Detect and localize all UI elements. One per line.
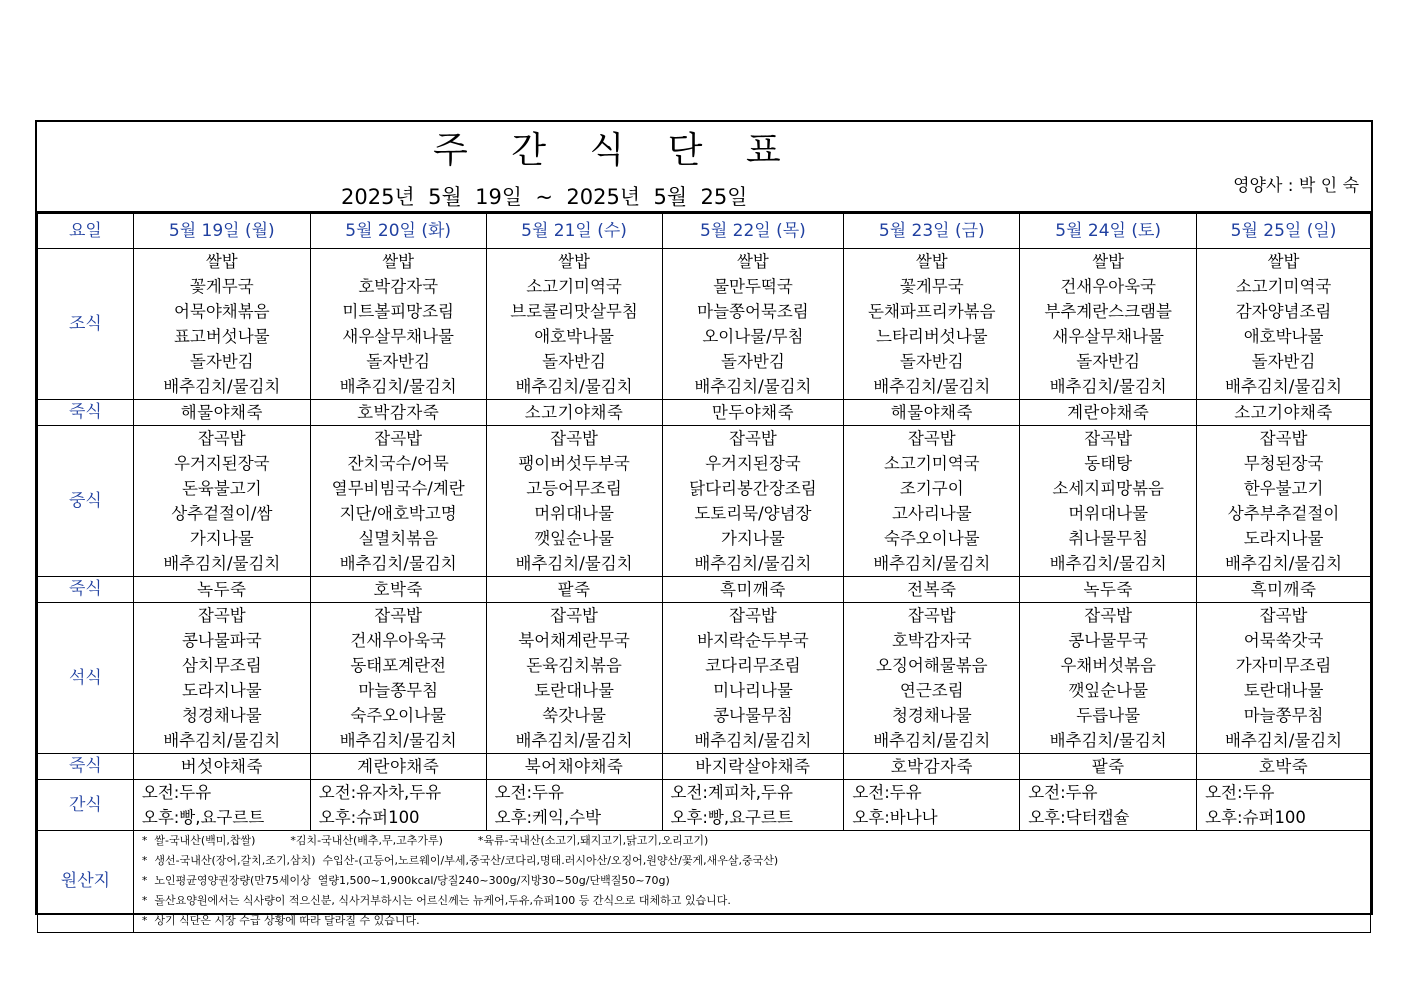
menu-item: 잡곡밥 xyxy=(729,606,777,625)
menu-item: 마늘쫑무침 xyxy=(358,681,439,700)
menu-item: 돈채파프리카볶음 xyxy=(868,302,996,321)
menu-item: 애호박나물 xyxy=(1243,327,1324,346)
dinner-label: 석식 xyxy=(38,603,134,754)
day-label: 요일 xyxy=(38,214,134,249)
porridge-cell: 호박죽 xyxy=(310,577,486,603)
menu-item: 느타리버섯나물 xyxy=(876,327,988,346)
menu-item: 숙주오이나물 xyxy=(350,706,446,725)
breakfast-cell xyxy=(844,249,1020,400)
menu-item: 소고기미역국 xyxy=(883,454,980,473)
menu-item: 배추김치/물김치 xyxy=(1224,554,1343,573)
menu-item: 돌자반김 xyxy=(542,352,606,371)
menu-item: 새우살무채나물 xyxy=(1052,327,1164,346)
porridge-label: 죽식 xyxy=(38,400,134,426)
dinner-cell xyxy=(1197,603,1371,754)
snack-label: 간식 xyxy=(38,780,134,831)
menu-item: 배추김치/물김치 xyxy=(515,554,633,573)
menu-item: 돈육불고기 xyxy=(181,479,262,498)
snack-item: 오후:바나나 xyxy=(852,808,938,827)
menu-item: 배추김치/물김치 xyxy=(1049,731,1167,750)
menu-item: 배추김치/물김치 xyxy=(694,377,812,396)
menu-item: 연근조림 xyxy=(899,681,964,700)
menu-item: 잡곡밥 xyxy=(550,429,598,448)
menu-item: 한우불고기 xyxy=(1243,479,1324,498)
origin-note: * 돌산요양원에서는 식사량이 적으신분, 식사거부하시는 어르신께는 뉴케어,두유,슈퍼100 등 간식으로 대체하고 있습니다. xyxy=(141,894,731,907)
snack-row xyxy=(38,780,1371,831)
breakfast-cell xyxy=(310,249,486,400)
menu-item: 배추김치/물김치 xyxy=(339,377,457,396)
menu-item: 쌀밥 xyxy=(1267,252,1300,271)
lunch-cell xyxy=(662,426,844,577)
day-header: 5월 24일 (토) xyxy=(1020,214,1197,249)
menu-item: 마늘쫑무침 xyxy=(1243,706,1324,725)
snack-cell xyxy=(486,780,662,831)
menu-item: 배추김치/물김치 xyxy=(515,731,633,750)
breakfast-label: 조식 xyxy=(38,249,134,400)
breakfast-cell xyxy=(1020,249,1197,400)
menu-item: 무청된장국 xyxy=(1243,454,1324,473)
porridge-cell: 계란야채죽 xyxy=(310,754,486,780)
breakfast-cell xyxy=(1197,249,1371,400)
menu-item: 닭다리봉간장조림 xyxy=(689,479,817,498)
page-title: 주 간 식 단 표 xyxy=(433,130,797,171)
porridge-cell: 소고기야채죽 xyxy=(486,400,662,426)
day-header: 5월 21일 (수) xyxy=(486,214,662,249)
origin-label: 원산지 xyxy=(38,831,134,933)
menu-item: 꽃게무국 xyxy=(189,277,254,296)
menu-item: 돌자반김 xyxy=(1251,352,1316,371)
menu-item: 동태포계란전 xyxy=(350,656,446,675)
menu-period: 2025년 5월 19일 ~ 2025년 5월 25일 xyxy=(341,185,748,209)
menu-item: 토란대나물 xyxy=(1243,681,1324,700)
snack-item: 오전:두유 xyxy=(852,783,922,802)
porridge-cell: 계란야채죽 xyxy=(1020,400,1197,426)
lunch-row xyxy=(38,426,1371,577)
origin-notes xyxy=(133,831,1370,933)
menu-item: 돌자반김 xyxy=(366,352,431,371)
menu-item: 잡곡밥 xyxy=(1084,606,1133,625)
lunch_porridge-row xyxy=(38,577,1371,603)
menu-item: 부추계란스크램블 xyxy=(1044,302,1172,321)
menu-item: 호박감자국 xyxy=(891,631,972,650)
menu-item: 고등어무조림 xyxy=(526,479,622,498)
menu-item: 잡곡밥 xyxy=(374,606,423,625)
menu-item: 건새우아욱국 xyxy=(1060,277,1156,296)
breakfast-cell xyxy=(133,249,310,400)
snack-cell xyxy=(662,780,844,831)
menu-item: 바지락순두부국 xyxy=(697,631,809,650)
origin-note: * 생선-국내산(장어,갈치,조기,삼치) 수입산-(고등어,노르웨이/부세,중국산/코다리,명태.러시아산/오징어,원양산/꽃게,새우살,중국산) xyxy=(141,854,779,867)
day-header: 5월 20일 (화) xyxy=(310,214,486,249)
porridge-cell: 버섯야채죽 xyxy=(133,754,310,780)
day-header: 5월 25일 (일) xyxy=(1197,214,1371,249)
snack-item: 오후:슈퍼100 xyxy=(1205,808,1306,827)
menu-item: 잡곡밥 xyxy=(374,429,423,448)
menu-item: 물만두떡국 xyxy=(713,277,793,296)
snack-cell xyxy=(1197,780,1371,831)
dinner-cell xyxy=(1020,603,1197,754)
menu-item: 우거지된장국 xyxy=(173,454,270,473)
menu-item: 삼치무조림 xyxy=(181,656,262,675)
day-header-row xyxy=(38,214,1371,249)
menu-item: 조기구이 xyxy=(899,479,964,498)
menu-item: 마늘쫑어묵조림 xyxy=(697,302,809,321)
snack-item: 오후:슈퍼100 xyxy=(318,808,420,827)
porridge-cell: 바지락살야채죽 xyxy=(662,754,844,780)
porridge-cell: 소고기야채죽 xyxy=(1197,400,1371,426)
menu-item: 두릅나물 xyxy=(1076,706,1141,725)
snack-item: 오전:두유 xyxy=(1205,783,1275,802)
menu-item: 쌀밥 xyxy=(382,252,415,271)
breakfast_porridge-row xyxy=(38,400,1371,426)
menu-item: 가자미무조림 xyxy=(1235,656,1332,675)
menu-item: 오이나물/무침 xyxy=(702,327,804,346)
menu-item: 배추김치/물김치 xyxy=(339,731,457,750)
dinner-cell xyxy=(662,603,844,754)
menu-item: 배추김치/물김치 xyxy=(873,731,991,750)
menu-item: 쌀밥 xyxy=(1092,252,1125,271)
menu-item: 잡곡밥 xyxy=(907,606,956,625)
origin-note: * 쌀-국내산(백미,찹쌀) *김치-국내산(배추,무,고추가루) *육류-국내산(소고기,돼지고기,닭고기,오리고기) xyxy=(141,834,709,847)
menu-item: 머위대나물 xyxy=(534,504,614,523)
menu-item: 소고기미역국 xyxy=(526,277,622,296)
dinner_porridge-row xyxy=(38,754,1371,780)
menu-item: 도라지나물 xyxy=(181,681,262,700)
lunch-cell xyxy=(486,426,662,577)
menu-item: 코다리무조림 xyxy=(705,656,801,675)
menu-item: 콩나물파국 xyxy=(181,631,262,650)
menu-item: 도토리묵/양념장 xyxy=(694,504,812,523)
breakfast-row xyxy=(38,249,1371,400)
menu-item: 잡곡밥 xyxy=(550,606,598,625)
menu-item: 잡곡밥 xyxy=(907,429,956,448)
dietitian-name: 영양사 : 박 인 숙 xyxy=(1233,176,1359,196)
porridge-cell: 호박감자죽 xyxy=(310,400,486,426)
porridge-label: 죽식 xyxy=(38,754,134,780)
origin-row xyxy=(38,831,1371,933)
menu-item: 돌자반김 xyxy=(189,352,254,371)
origin-note: * 노인평균영양권장량(만75세이상 열량1,500~1,900kcal/당질240~300g/지방30~50g/단백질50~70g) xyxy=(141,874,670,887)
menu-item: 배추김치/물김치 xyxy=(163,554,281,573)
menu-item: 돌자반김 xyxy=(721,352,785,371)
menu-item: 고사리나물 xyxy=(891,504,972,523)
dinner-cell xyxy=(486,603,662,754)
menu-item: 콩나물무침 xyxy=(713,706,793,725)
porridge-cell: 흑미깨죽 xyxy=(662,577,844,603)
menu-item: 가지나물 xyxy=(189,529,254,548)
menu-item: 배추김치/물김치 xyxy=(1049,377,1167,396)
porridge-cell: 팥죽 xyxy=(486,577,662,603)
menu-item: 배추김치/물김치 xyxy=(873,377,991,396)
porridge-cell: 북어채야채죽 xyxy=(486,754,662,780)
lunch-label: 중식 xyxy=(38,426,134,577)
menu-item: 콩나물무국 xyxy=(1068,631,1149,650)
menu-item: 잡곡밥 xyxy=(729,429,777,448)
snack-item: 오후:케익,수박 xyxy=(494,808,602,827)
lunch-cell xyxy=(1197,426,1371,577)
menu-item: 배추김치/물김치 xyxy=(515,377,633,396)
menu-item: 미트볼피망조림 xyxy=(342,302,454,321)
menu-item: 소고기미역국 xyxy=(1235,277,1332,296)
menu-item: 배추김치/물김치 xyxy=(1224,377,1343,396)
menu-item: 잡곡밥 xyxy=(1259,606,1308,625)
menu-item: 배추김치/물김치 xyxy=(163,377,281,396)
menu-item: 토란대나물 xyxy=(534,681,614,700)
snack-item: 오후:빵,요구르트 xyxy=(141,808,265,827)
menu-item: 미나리나물 xyxy=(713,681,793,700)
menu-item: 배추김치/물김치 xyxy=(339,554,457,573)
menu-item: 쌀밥 xyxy=(205,252,238,271)
snack-cell xyxy=(133,780,310,831)
menu-item: 감자양념조림 xyxy=(1235,302,1332,321)
menu-item: 애호박나물 xyxy=(534,327,614,346)
menu-item: 북어채계란무국 xyxy=(518,631,630,650)
day-header: 5월 22일 (목) xyxy=(662,214,844,249)
porridge-cell: 해물야채죽 xyxy=(844,400,1020,426)
menu-item: 배추김치/물김치 xyxy=(694,731,812,750)
breakfast-cell xyxy=(486,249,662,400)
day-header: 5월 23일 (금) xyxy=(844,214,1020,249)
snack-item: 오전:두유 xyxy=(1028,783,1098,802)
snack-item: 오전:두유 xyxy=(494,783,564,802)
day-header: 5월 19일 (월) xyxy=(133,214,310,249)
menu-item: 쑥갓나물 xyxy=(542,706,606,725)
menu-item: 깻잎순나물 xyxy=(534,529,614,548)
snack-item: 오전:계피차,두유 xyxy=(670,783,793,802)
menu-item: 쌀밥 xyxy=(736,252,769,271)
menu-item: 취나물무침 xyxy=(1068,529,1149,548)
menu-item: 잡곡밥 xyxy=(197,606,246,625)
menu-item: 가지나물 xyxy=(721,529,785,548)
snack-cell xyxy=(310,780,486,831)
menu-item: 잔치국수/어묵 xyxy=(347,454,449,473)
weekly-menu-sheet xyxy=(35,120,1373,927)
menu-header xyxy=(37,122,1371,213)
menu-item: 잡곡밥 xyxy=(197,429,246,448)
porridge-cell: 호박죽 xyxy=(1197,754,1371,780)
lunch-cell xyxy=(310,426,486,577)
origin-note: * 상기 식단은 시장 수급 상황에 따라 달라질 수 있습니다. xyxy=(141,914,420,927)
porridge-cell: 만두야채죽 xyxy=(662,400,844,426)
menu-item: 숙주오이나물 xyxy=(883,529,980,548)
porridge-label: 죽식 xyxy=(38,577,134,603)
menu-item: 상추부추겉절이 xyxy=(1227,504,1340,523)
menu-item: 상추겉절이/쌈 xyxy=(171,504,273,523)
menu-item: 어묵쑥갓국 xyxy=(1243,631,1324,650)
menu-item: 돌자반김 xyxy=(1076,352,1141,371)
menu-item: 오징어해물볶음 xyxy=(876,656,988,675)
menu-item: 우거지된장국 xyxy=(705,454,801,473)
menu-item: 머위대나물 xyxy=(1068,504,1149,523)
menu-item: 열무비빔국수/계란 xyxy=(331,479,465,498)
menu-item: 배추김치/물김치 xyxy=(1049,554,1167,573)
dinner-cell xyxy=(844,603,1020,754)
porridge-cell: 호박감자죽 xyxy=(844,754,1020,780)
menu-item: 브로콜리맛살무침 xyxy=(510,302,638,321)
dinner-cell xyxy=(133,603,310,754)
menu-table xyxy=(37,213,1371,933)
porridge-cell: 팥죽 xyxy=(1020,754,1197,780)
snack-item: 오전:두유 xyxy=(141,783,212,802)
menu-item: 꽃게무국 xyxy=(899,277,964,296)
lunch-cell xyxy=(1020,426,1197,577)
menu-item: 실멸치볶음 xyxy=(358,529,439,548)
porridge-cell: 녹두죽 xyxy=(133,577,310,603)
porridge-cell: 녹두죽 xyxy=(1020,577,1197,603)
porridge-cell: 해물야채죽 xyxy=(133,400,310,426)
menu-item: 지단/애호박고명 xyxy=(339,504,457,523)
lunch-cell xyxy=(844,426,1020,577)
dinner-cell xyxy=(310,603,486,754)
menu-item: 소세지피망볶음 xyxy=(1052,479,1164,498)
menu-item: 쌀밥 xyxy=(558,252,590,271)
dinner-row xyxy=(38,603,1371,754)
menu-item: 돌자반김 xyxy=(899,352,964,371)
snack-cell xyxy=(844,780,1020,831)
menu-item: 도라지나물 xyxy=(1243,529,1324,548)
porridge-cell: 전복죽 xyxy=(844,577,1020,603)
menu-item: 깻잎순나물 xyxy=(1068,681,1149,700)
menu-item: 어묵야채볶음 xyxy=(173,302,270,321)
menu-item: 잡곡밥 xyxy=(1084,429,1133,448)
menu-item: 우채버섯볶음 xyxy=(1060,656,1156,675)
snack-item: 오전:유자차,두유 xyxy=(318,783,442,802)
porridge-cell: 흑미깨죽 xyxy=(1197,577,1371,603)
menu-item: 배추김치/물김치 xyxy=(163,731,281,750)
menu-item: 쌀밥 xyxy=(915,252,948,271)
menu-item: 배추김치/물김치 xyxy=(694,554,812,573)
menu-item: 배추김치/물김치 xyxy=(1224,731,1343,750)
menu-item: 표고버섯나물 xyxy=(173,327,270,346)
menu-item: 돈육김치볶음 xyxy=(526,656,622,675)
menu-item: 호박감자국 xyxy=(358,277,439,296)
menu-item: 잡곡밥 xyxy=(1259,429,1308,448)
snack-item: 오후:빵,요구르트 xyxy=(670,808,793,827)
snack-cell xyxy=(1020,780,1197,831)
menu-item: 배추김치/물김치 xyxy=(873,554,991,573)
menu-item: 청경채나물 xyxy=(891,706,972,725)
menu-item: 청경채나물 xyxy=(181,706,262,725)
snack-item: 오후:닥터캡슐 xyxy=(1028,808,1130,827)
breakfast-cell xyxy=(662,249,844,400)
menu-item: 팽이버섯두부국 xyxy=(518,454,630,473)
lunch-cell xyxy=(133,426,310,577)
menu-item: 동태탕 xyxy=(1084,454,1133,473)
menu-item: 새우살무채나물 xyxy=(342,327,454,346)
menu-item: 건새우아욱국 xyxy=(350,631,446,650)
